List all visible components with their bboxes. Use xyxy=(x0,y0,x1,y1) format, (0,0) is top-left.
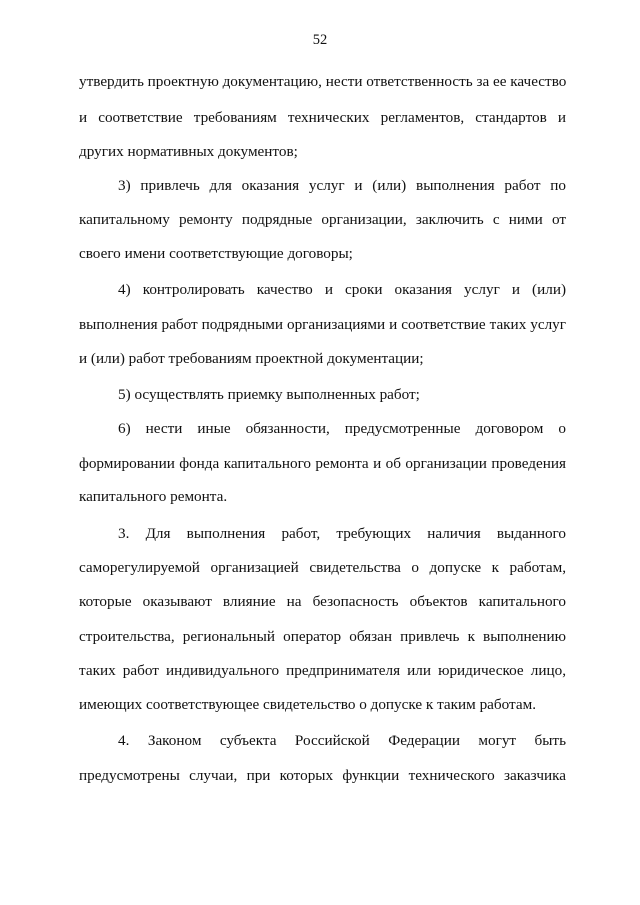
page-number: 52 xyxy=(312,32,328,48)
text-line: своего имени соответствующие договоры; xyxy=(79,245,353,262)
text-line: 6) нести иные обязанности, предусмотренные договором о xyxy=(118,420,566,437)
text-line: и (или) работ требованиям проектной документации; xyxy=(79,350,424,367)
text-line: 3. Для выполнения работ, требующих наличия выданного xyxy=(118,525,566,542)
text-line: 3) привлечь для оказания услуг и (или) выполнения работ по xyxy=(118,177,566,194)
text-line: выполнения работ подрядными организациями и соответствие таких услуг xyxy=(79,316,566,333)
text-line: таких работ индивидуального предпринимателя или юридическое лицо, xyxy=(79,662,566,679)
text-line: других нормативных документов; xyxy=(79,143,298,160)
text-line: и соответствие требованиям технических регламентов, стандартов и xyxy=(79,109,566,126)
text-line: которые оказывают влияние на безопасность объектов капитального xyxy=(79,593,566,610)
text-line: формировании фонда капитального ремонта и об организации проведения xyxy=(79,455,566,472)
text-line: утвердить проектную документацию, нести ответственность за ее качество xyxy=(79,73,567,90)
text-line: капитального ремонта. xyxy=(79,488,228,505)
text-line: 4. Законом субъекта Российской Федерации могут быть xyxy=(118,732,566,749)
text-line: саморегулируемой организацией свидетельства о допуске к работам, xyxy=(79,559,566,576)
text-line: 5) осуществлять приемку выполненных работ; xyxy=(118,386,420,403)
text-line: 4) контролировать качество и сроки оказания услуг и (или) xyxy=(118,281,566,298)
text-line: имеющих соответствующее свидетельство о допуске к таким работам. xyxy=(79,696,537,713)
text-line: строительства, региональный оператор обязан привлечь к выполнению xyxy=(79,628,566,645)
text-line: предусмотрены случаи, при которых функции технического заказчика xyxy=(79,767,566,784)
text-line: капитальному ремонту подрядные организации, заключить с ними от xyxy=(79,211,566,228)
